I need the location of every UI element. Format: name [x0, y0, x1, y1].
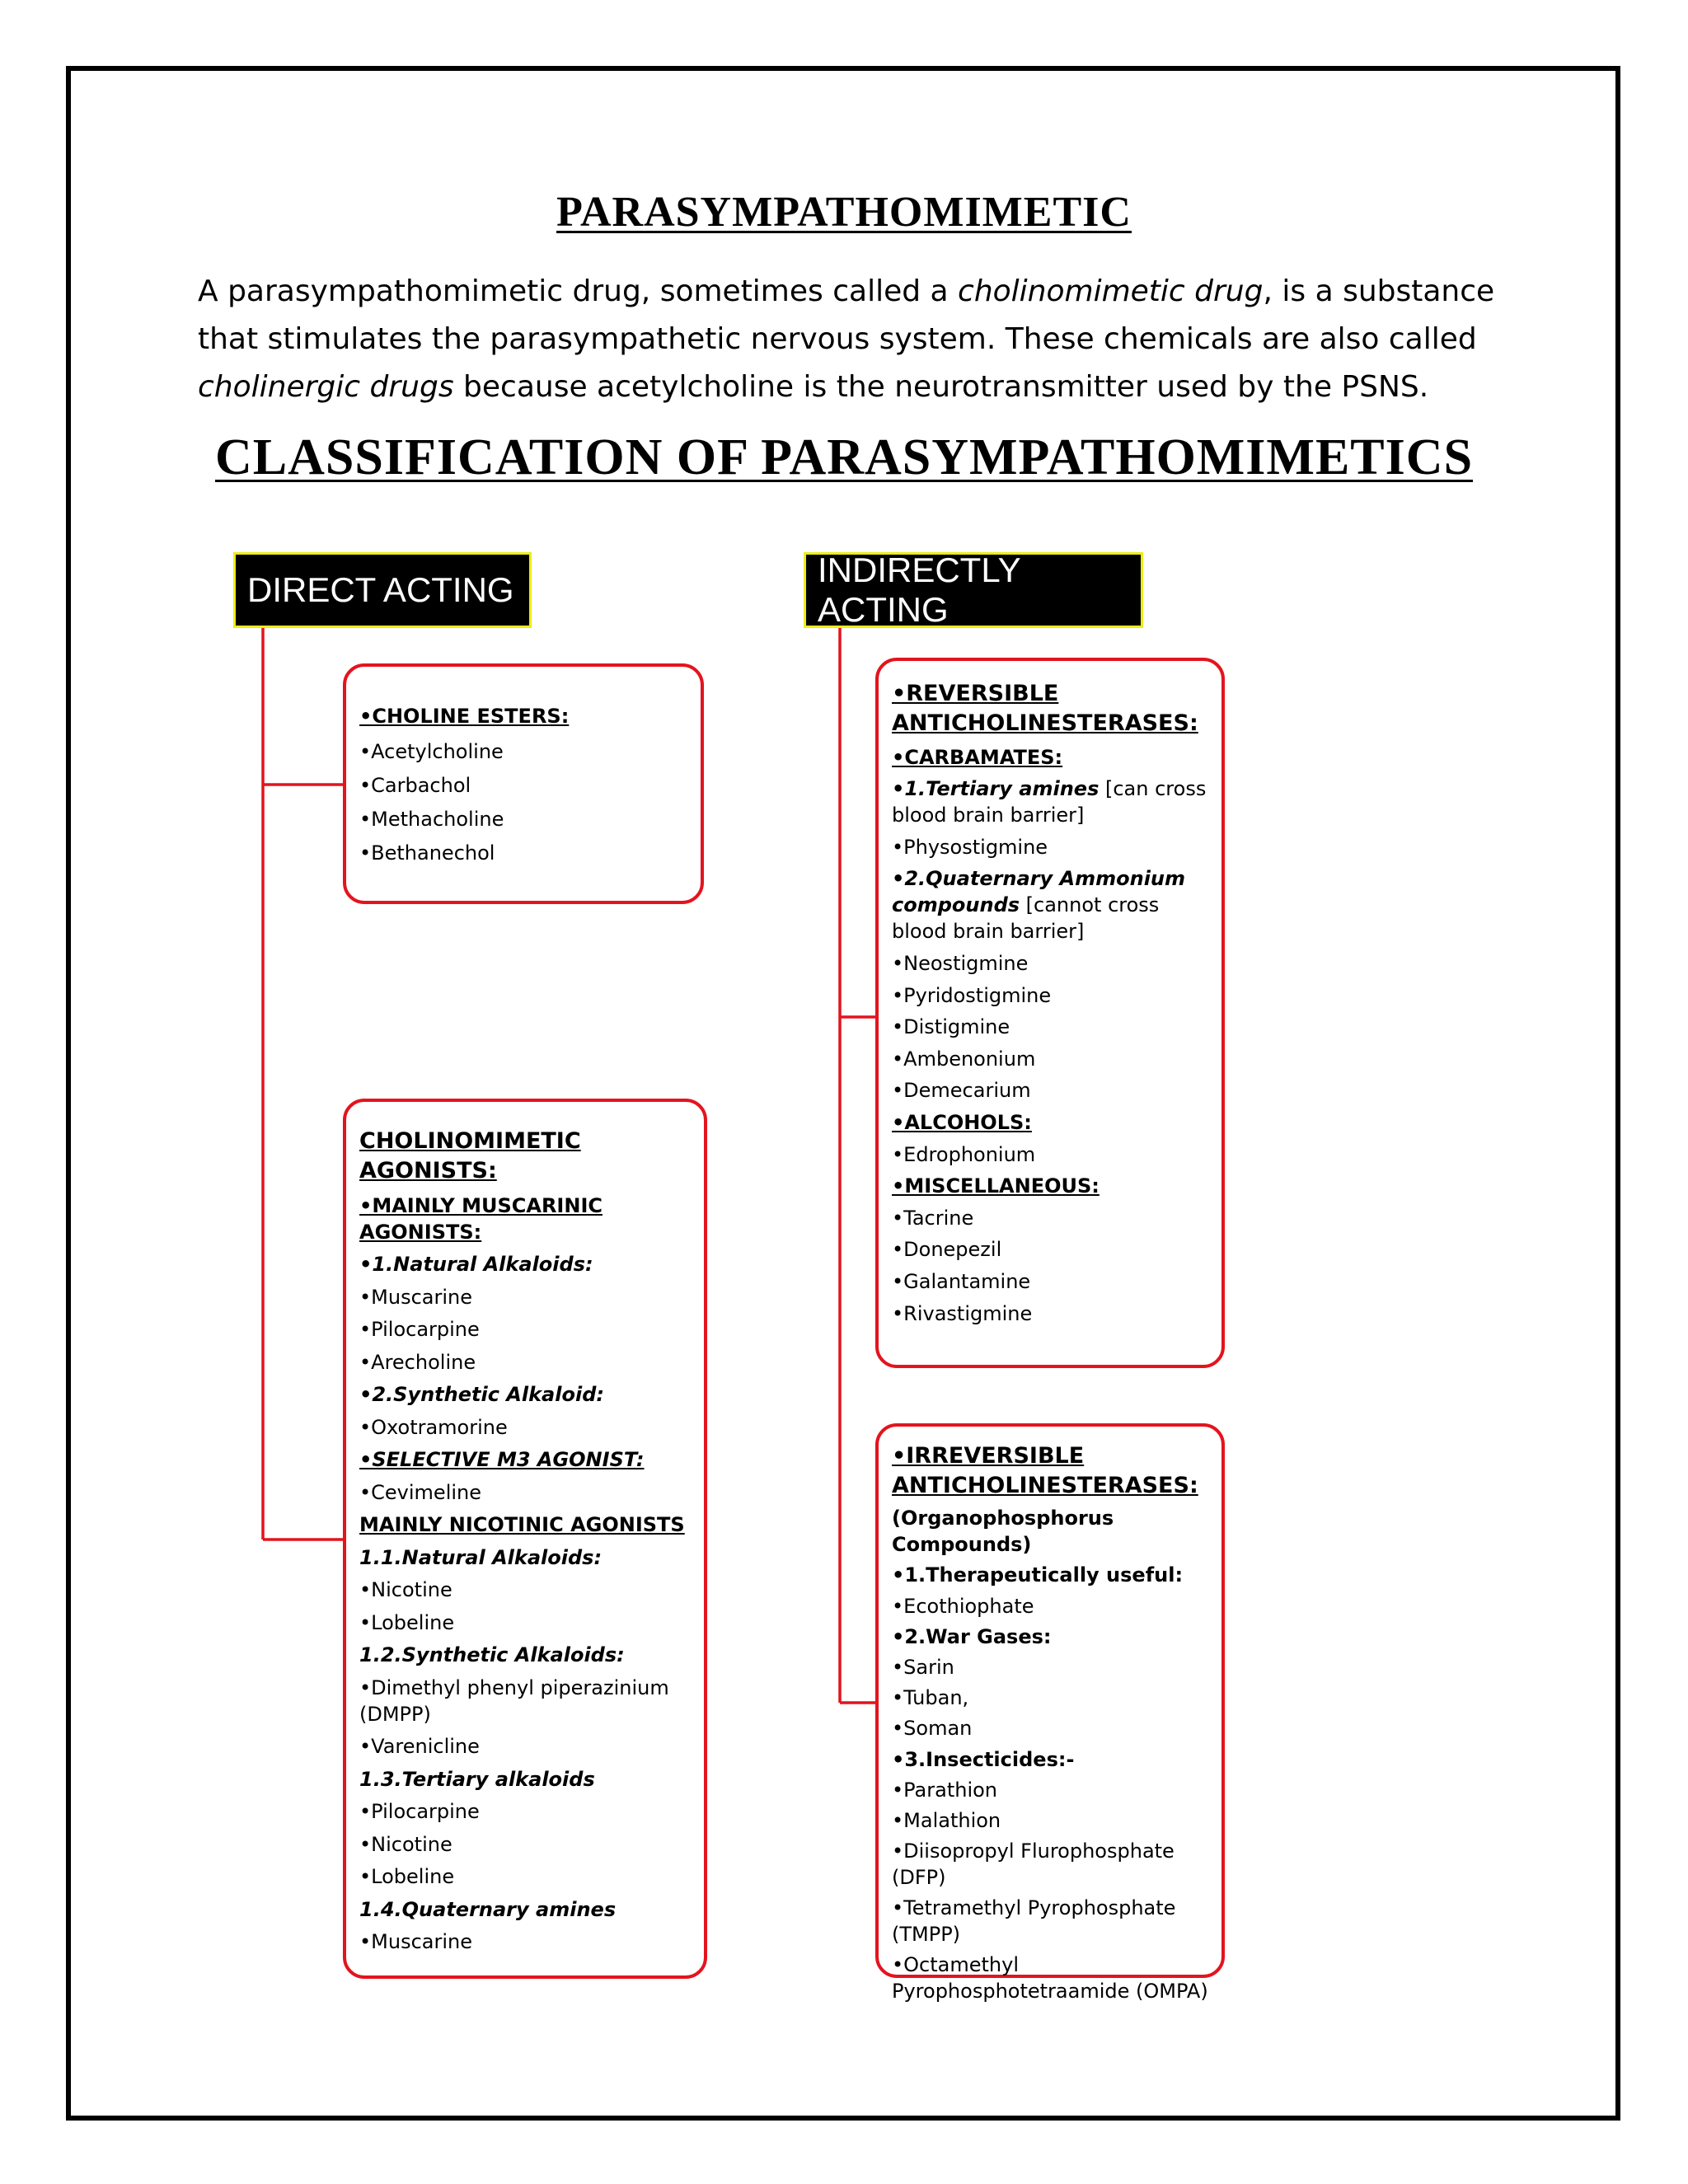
irreversible-anticholinesterases-box [875, 1423, 1225, 2004]
list-item: •Octamethyl Pyrophosphotetraamide (OMPA) [892, 1953, 1208, 2004]
intro-line-3: cholinergic drugs because acetylcholine is the neurotransmitter used by the PSNS. [198, 370, 1429, 404]
list-item: •SELECTIVE M3 AGONIST: [359, 1448, 645, 1471]
list-item: •Acetylcholine [359, 740, 504, 763]
list-item: •REVERSIBLE ANTICHOLINESTERASES: [892, 681, 1198, 736]
list-item: •Diisopropyl Flurophosphate (DFP) [892, 1840, 1175, 1890]
list-item: •Oxotramorine [359, 1415, 508, 1439]
list-item: •Tacrine [892, 1206, 974, 1230]
list-item: •ALCOHOLS: [892, 1110, 1032, 1134]
list-item: •Bethanechol [359, 841, 495, 865]
list-item: •CARBAMATES: [892, 745, 1063, 769]
list-item: •Physostigmine [892, 835, 1048, 859]
indirectly-acting-header: INDIRECTLY ACTING [804, 552, 1143, 628]
list-item [892, 776, 1208, 828]
list-item: •Pilocarpine [359, 1318, 480, 1341]
list-item: •Neostigmine [892, 951, 1029, 975]
direct-acting-header: DIRECT ACTING [233, 552, 532, 628]
item-bold-part: •2.Quaternary Ammonium compounds [892, 867, 1186, 917]
item-bold-part: •1.Tertiary amines [892, 777, 1100, 801]
list-item: •Edrophonium [892, 1142, 1036, 1166]
list-item: •Methacholine [359, 808, 504, 831]
list-item: •Muscarine [359, 1930, 472, 1953]
list-item: •Varenicline [359, 1735, 480, 1758]
item-note: [can cross blood brain barrier] [892, 777, 1207, 827]
list-item: •Sarin [892, 1655, 954, 1679]
item-note: [cannot cross blood brain barrier] [892, 893, 1160, 944]
list-item: 1.3.Tertiary alkaloids [359, 1767, 595, 1791]
list-item: •Arecholine [359, 1350, 476, 1374]
list-item: •3.Insecticides:- [892, 1747, 1075, 1771]
list-item: •MISCELLANEOUS: [892, 1174, 1100, 1198]
intro-line-2: that stimulates the parasympathetic nervous system. These chemicals are also called [198, 322, 1477, 356]
list-item: •Rivastigmine [892, 1301, 1033, 1325]
list-item: •CHOLINE ESTERS: [359, 705, 570, 728]
classification-title: CLASSIFICATION OF PARASYMPATHOMIMETICS [214, 429, 1474, 485]
list-item: •Demecarium [892, 1079, 1031, 1103]
list-item: •2.War Gases: [892, 1624, 1052, 1648]
list-item: •Galantamine [892, 1269, 1031, 1293]
list-item: •Pilocarpine [359, 1800, 480, 1823]
page-title: PARASYMPATHOMIMETIC [556, 189, 1132, 236]
list-item: •2.Synthetic Alkaloid: [359, 1383, 604, 1406]
list-item: •Dimethyl phenyl piperazinium (DMPP) [359, 1675, 669, 1726]
list-item: MAINLY NICOTINIC AGONISTS [359, 1513, 685, 1536]
list-item: •Soman [892, 1717, 973, 1741]
list-item: 1.1.Natural Alkaloids: [359, 1545, 603, 1569]
list-item: •Nicotine [359, 1832, 452, 1856]
list-item: •Parathion [892, 1778, 998, 1802]
list-item: •Pyridostigmine [892, 983, 1052, 1007]
list-item: •IRREVERSIBLE ANTICHOLINESTERASES: [892, 1443, 1198, 1498]
cholinomimetic-agonists-box [343, 1099, 707, 1979]
list-item: •Lobeline [359, 1865, 455, 1888]
list-item: •Malathion [892, 1808, 1001, 1832]
list-item: 1.4.Quaternary amines [359, 1897, 617, 1921]
list-item: •Tetramethyl Pyrophosphate (TMPP) [892, 1896, 1176, 1947]
list-item: •1.Natural Alkaloids: [359, 1253, 593, 1276]
choline-esters-box [343, 663, 704, 904]
list-item: •Ambenonium [892, 1047, 1036, 1071]
list-item: •Distigmine [892, 1015, 1010, 1039]
list-item: •Ecothiophate [892, 1594, 1034, 1618]
list-item: •Lobeline [359, 1610, 455, 1634]
list-item: (Organophosphorus Compounds) [892, 1507, 1114, 1557]
list-item: •Donepezil [892, 1238, 1002, 1262]
list-item: •MAINLY MUSCARINIC AGONISTS: [359, 1193, 603, 1244]
list-item: CHOLINOMIMETIC AGONISTS: [359, 1128, 581, 1183]
list-item: •Nicotine [359, 1578, 452, 1601]
list-item: •Cevimeline [359, 1480, 482, 1504]
intro-line-1: A parasympathomimetic drug, sometimes called a cholinomimetic drug, is a substance [198, 274, 1495, 308]
list-item: •Tuban, [892, 1686, 969, 1710]
reversible-anticholinesterases-box [875, 658, 1225, 1368]
list-item [892, 865, 1208, 944]
list-item: •Muscarine [359, 1285, 472, 1309]
list-item: 1.2.Synthetic Alkaloids: [359, 1643, 625, 1666]
list-item: •Carbachol [359, 774, 471, 797]
list-item: •1.Therapeutically useful: [892, 1563, 1184, 1587]
